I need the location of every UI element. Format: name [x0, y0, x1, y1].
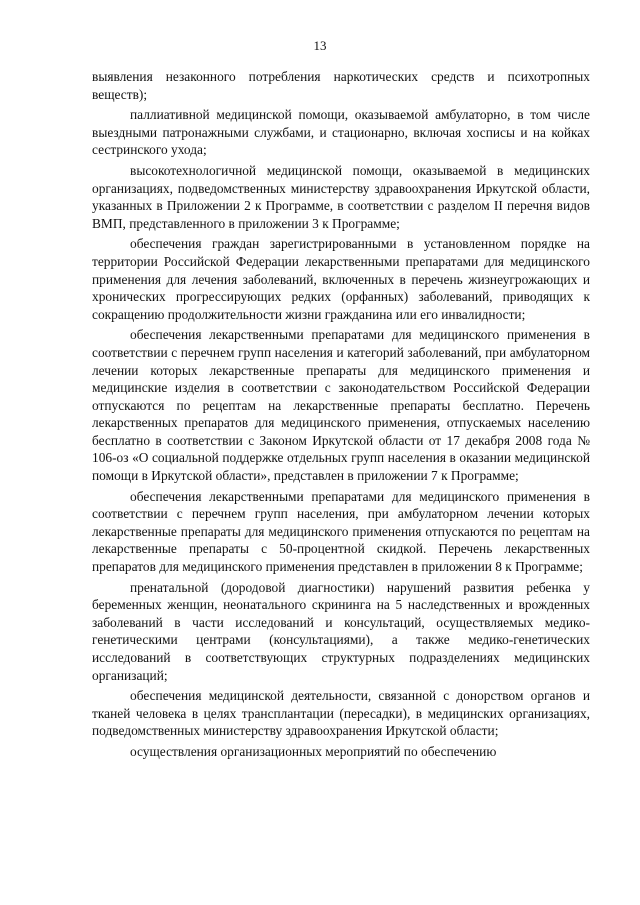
paragraph-9: осуществления организационных мероприятий по обеспечению	[130, 743, 497, 759]
paragraph-6: обеспечения лекарственными препаратами для медицинского применения в соответствии с перечнем групп населения, при амбулаторном лечении которых лекарственные препараты для медицинского применения отпускаются по рецептам на лекарственные препараты с 50-процентной скидкой. Перечень лекарственных препаратов для медицинского применения представлен в приложении 8 к Программе;	[92, 488, 590, 575]
document-body	[92, 68, 590, 764]
paragraph-8: обеспечения медицинской деятельности, связанной с донорством органов и тканей человека в целях трансплантации (пересадки), в медицинских организациях, подведомственных министерству здравоохранения Иркутской области;	[92, 688, 590, 739]
paragraph-2: паллиативной медицинской помощи, оказываемой амбулаторно, в том числе выездными патронажными службами, и стационарно, включая хосписы и на койках сестринского ухода;	[92, 107, 590, 158]
paragraph-3: высокотехнологичной медицинской помощи, оказываемой в медицинских организациях, подведомственных министерству здравоохранения Иркутской области, указанных в Приложении 2 к Программе, в соответствии с разделом II перечня видов ВМП, представленного в приложении 3 к Программе;	[92, 162, 590, 231]
paragraph-5: обеспечения лекарственными препаратами для медицинского применения в соответствии с перечнем групп населения и категорий заболеваний, при амбулаторном лечении которых лекарственные препараты для медицинского применения и медицинские изделия в соответствии с законодательством Российской Федерации отпускаются по рецептам на лекарственные препараты бесплатно. Перечень лекарственных препаратов для медицинского применения, отпускаемых населению бесплатно в соответствии с Законом Иркутской области от 17 декабря 2008 года № 106-оз «О социальной поддержке отдельных групп населения в оказании медицинской помощи в Иркутской области», представлен в приложении 7 к Программе;	[92, 327, 590, 484]
paragraph-7: пренатальной (дородовой диагностики) нарушений развития ребенка у беременных женщин, неонатального скрининга на 5 наследственных и врожденных заболеваний в части исследований и консультаций, осуществляемых медико-генетическими центрами (консультациями), а также медико-генетических исследований в соответствующих структурных подразделениях медицинских организаций;	[92, 579, 590, 683]
paragraph-1: выявления незаконного потребления наркотических средств и психотропных веществ);	[92, 69, 590, 102]
paragraph-4: обеспечения граждан зарегистрированными в установленном порядке на территории Российской Федерации лекарственными препаратами для медицинского применения для лечения заболеваний, включенных в перечень жизнеугрожающих и хронических прогрессирующих редких (орфанных) заболеваний, приводящих к сокращению продолжительности жизни гражданина или его инвалидности;	[92, 236, 590, 322]
page-number: 13	[313, 38, 327, 53]
